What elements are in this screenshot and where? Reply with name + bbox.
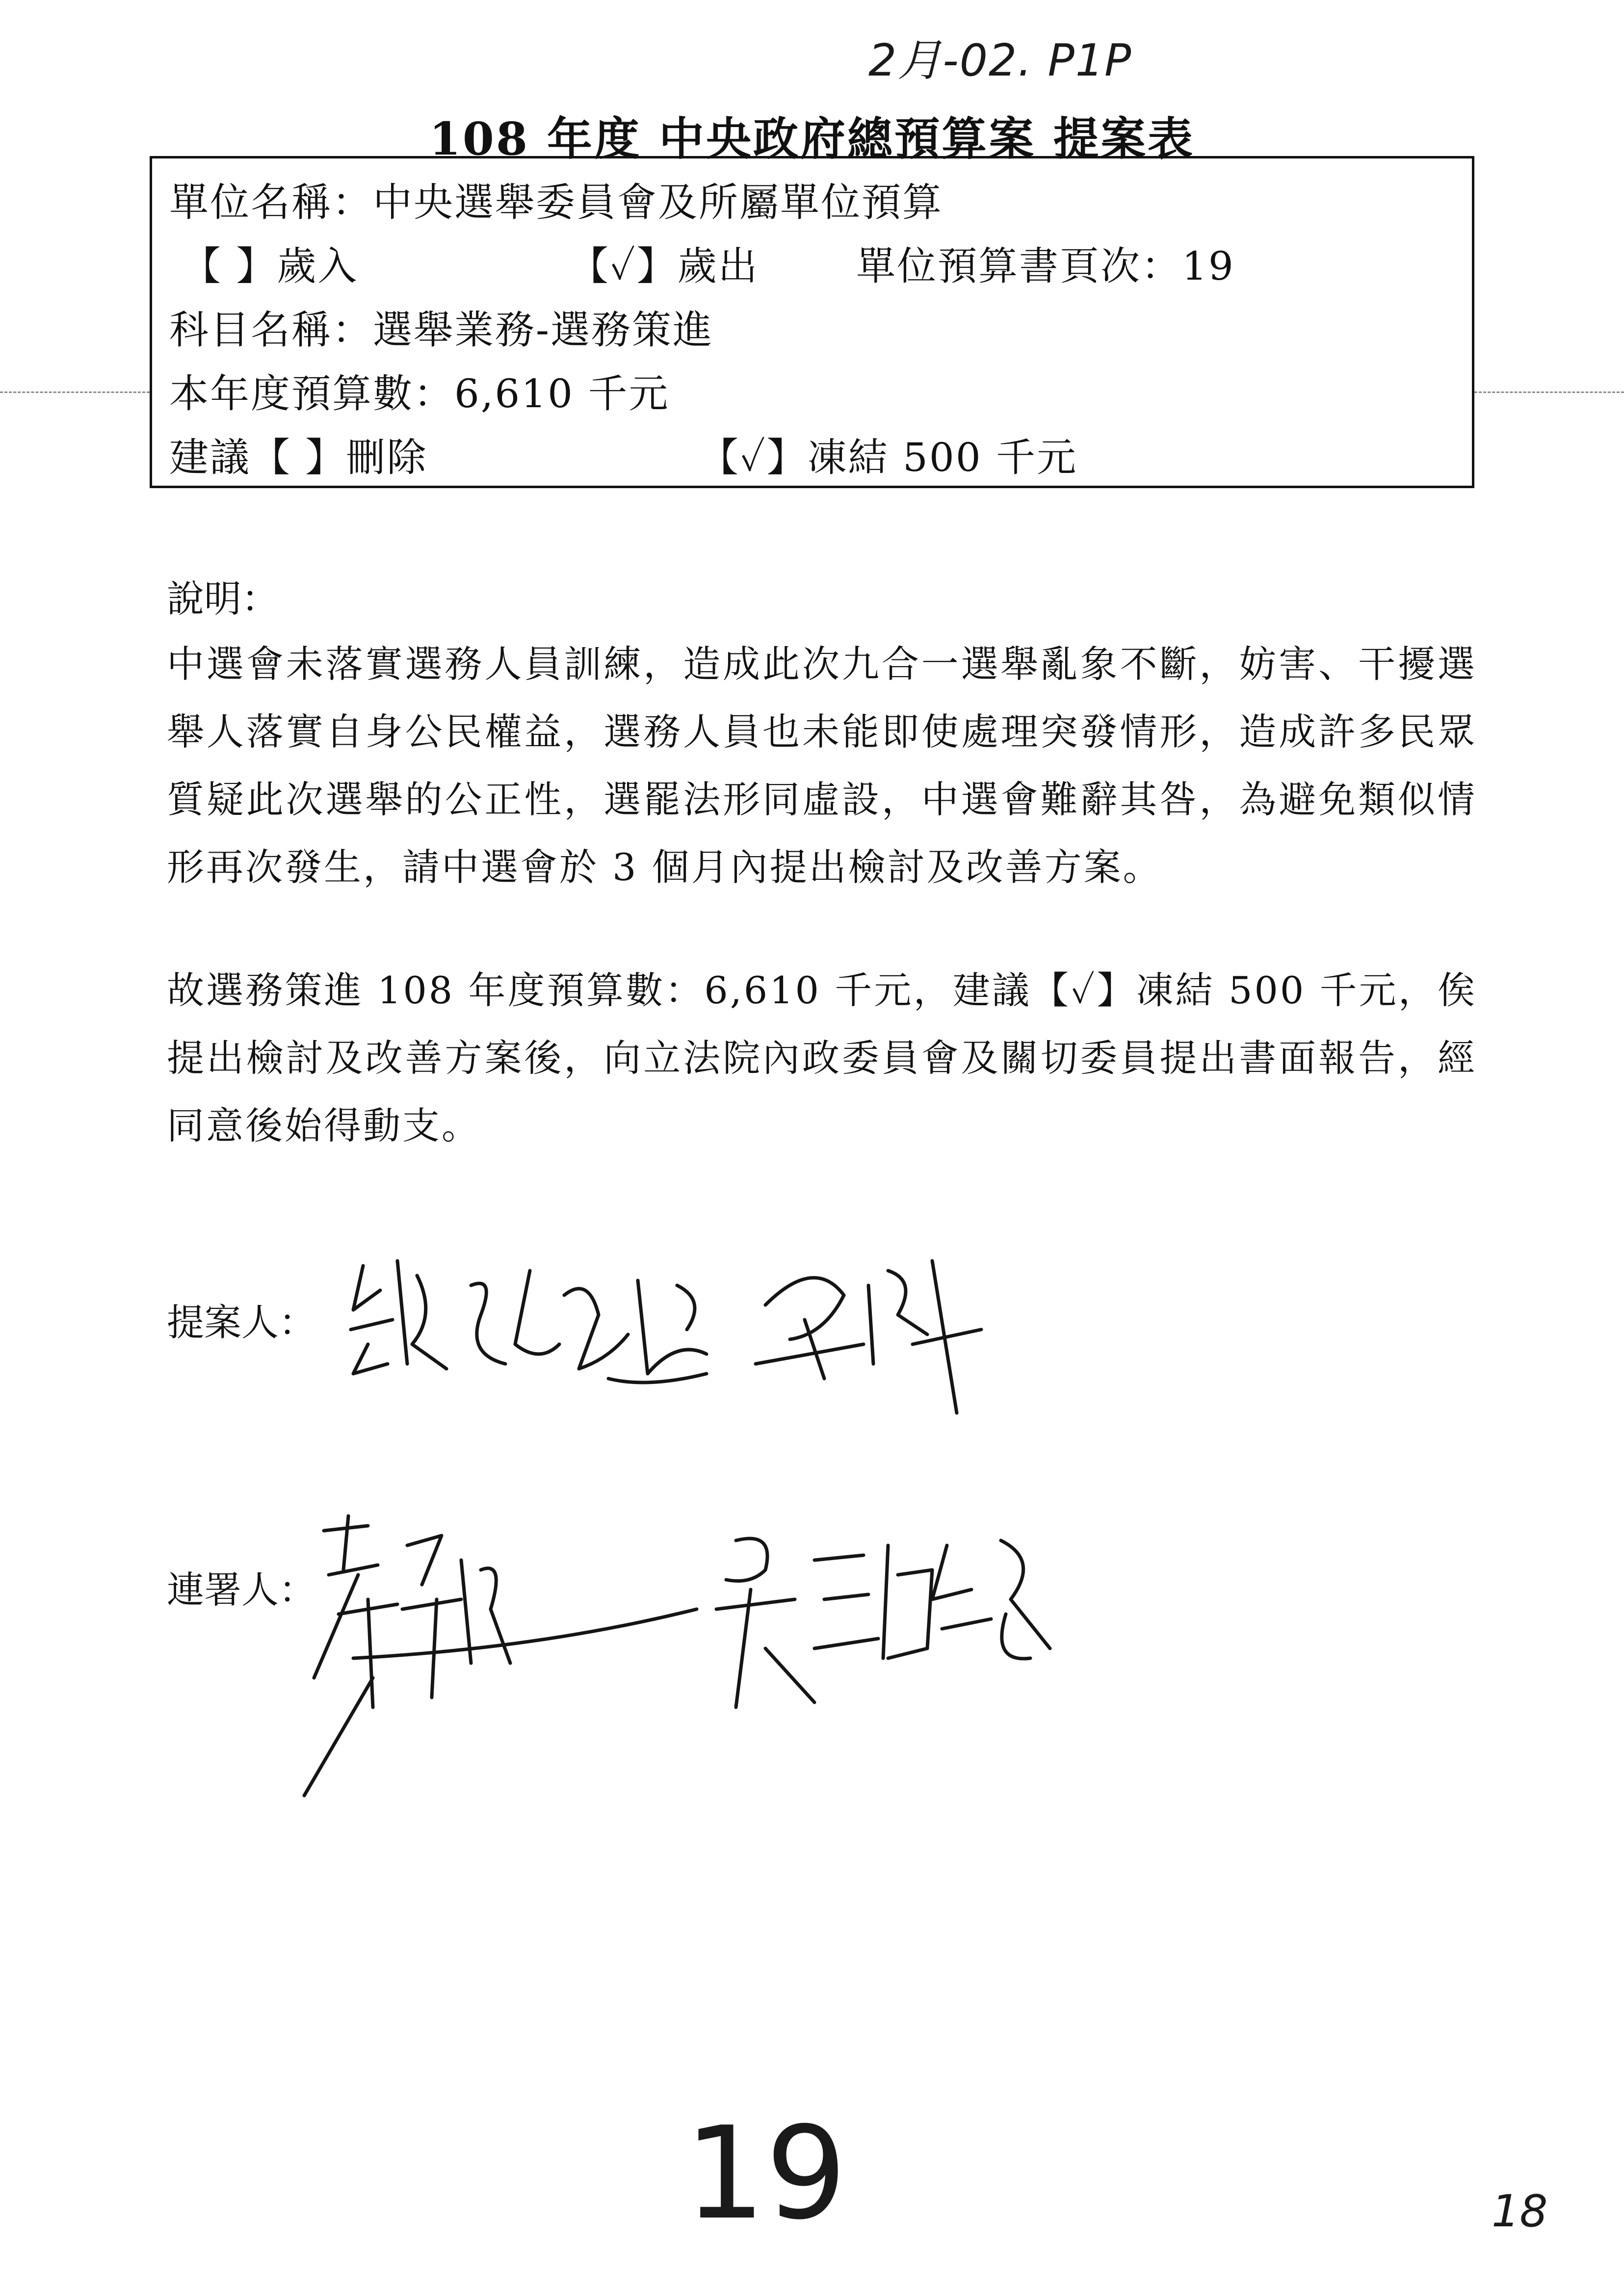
unit-name: 單位名稱：中央選舉委員會及所屬單位預算 <box>169 180 943 225</box>
cosigner-label: 連署人： <box>167 1568 316 1612</box>
explanation-heading: 說明： <box>167 577 279 621</box>
scan-divider-right <box>1474 391 1624 393</box>
scan-divider-left <box>0 391 150 393</box>
handwritten-note: 2月-02. P1P <box>868 35 1132 86</box>
suggest-freeze: 【✓】凍結 500 千元 <box>699 435 1078 480</box>
explanation-paragraph-2: 故選務策進 108 年度預算數：6,610 千元，建議【✓】凍結 500 千元，俟提出檢討及改善方案後，向立法院內政委員會及關切委員提出書面報告，經同意後始得動支。 <box>167 968 1477 1148</box>
cosigner-signatures <box>294 1501 1060 1805</box>
proposer-label: 提案人： <box>167 1301 316 1344</box>
subject-name: 科目名稱：選舉業務-選務策進 <box>169 307 714 353</box>
revenue-option: 【 】歲入 <box>182 243 359 289</box>
budget-amount: 本年度預算數：6,610 千元 <box>169 371 670 417</box>
budget-page: 單位預算書頁次：19 <box>856 243 1235 289</box>
expenditure-option: 【✓】歲出 <box>569 243 759 289</box>
page-title: 108 年度 中央政府總預算案 提案表 <box>429 112 1195 165</box>
page-number: 19 <box>684 2100 847 2248</box>
proposal-info-box <box>150 156 1474 488</box>
suggest-delete: 建議【 】刪除 <box>169 435 428 480</box>
corner-mark: 18 <box>1492 2186 1548 2237</box>
proposer-signatures <box>334 1217 1030 1447</box>
explanation-paragraph-1: 中選會未落實選務人員訓練，造成此次九合一選舉亂象不斷，妨害、干擾選舉人落實自身公民權益，選務人員也未能即使處理突發情形，造成許多民眾質疑此次選舉的公正性，選罷法形同虛設，中選會難辭其咎，為避免類似情形再次發生，請中選會於 3 個月內提出檢討及改善方案。 <box>167 642 1477 889</box>
